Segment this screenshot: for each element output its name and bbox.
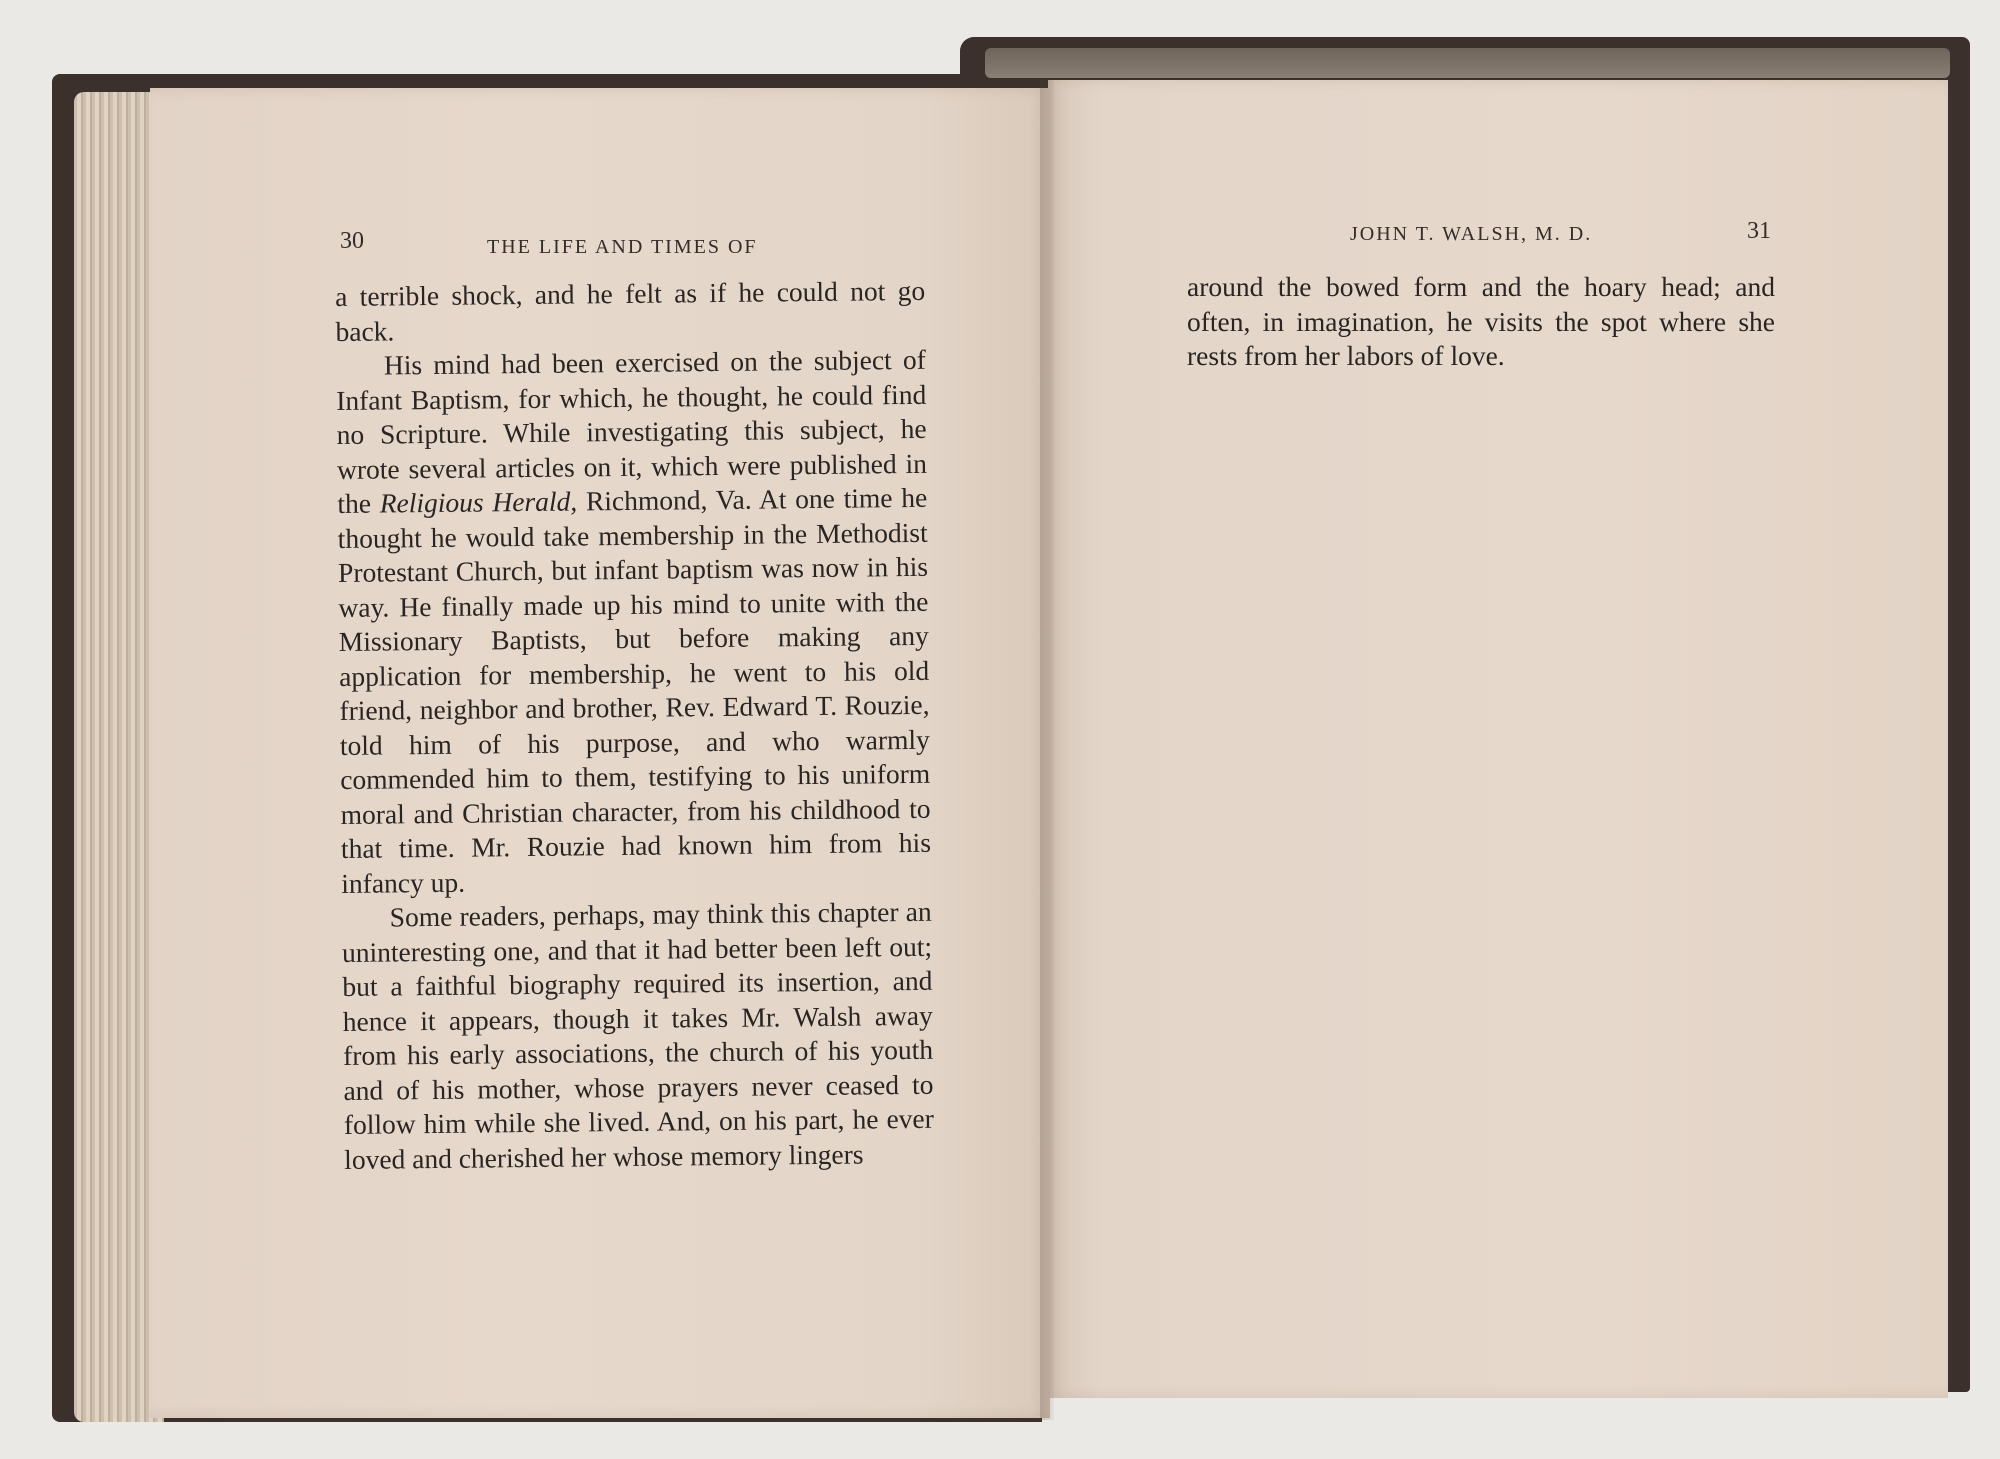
book-gutter — [1040, 80, 1054, 1420]
right-running-head: JOHN T. WALSH, M. D. — [1350, 223, 1593, 245]
left-page-number: 30 — [340, 228, 364, 254]
paragraph-3-text: Some readers, perhaps, may think this chapter an uninteresting one, and that it had better been left out; but a faithful biography required its insertion, and hence it appears, though it takes Mr. Walsh away from his early associations, the church of his youth and of his mother, whose prayers never ceased to follow him while she lived. And, on his part, he ever loved and cherished her whose memory lingers — [341, 895, 934, 1175]
page-block-top-edge — [985, 48, 1950, 78]
right-page-text — [1187, 270, 1775, 374]
paragraph-1-text: a terrible shock, and he felt as if he could not go back. — [335, 274, 926, 347]
right-paragraph: around the bowed form and the hoary head; and often, in imagination, he visits the spot where she rests from her labors of love. — [1187, 271, 1775, 371]
paragraph-2-text-end: Richmond, Va. At one time he thought he would take membership in the Methodist Protestant Church, but infant baptism was now in his way. He finally made up his mind to unite with the Missionary Baptists, but before making any application for membership, he went to his old friend, neighbor and brother, Rev. Edward T. Rouzie, told him of his purpose, and who warmly commended him to them, testifying to his uniform moral and Christian character, from his childhood to that time. Mr. Rouzie had known him from his infancy up. — [337, 481, 932, 899]
paragraph-2-text-start: His mind had been exercised on the subject of Infant Baptism, for which, he thought, he could find no Scripture. While investigating this subject, he wrote several articles on it, which were published in the — [336, 343, 928, 519]
left-running-head: THE LIFE AND TIMES OF — [487, 236, 758, 258]
left-page-text — [335, 274, 934, 1177]
paragraph-1 — [335, 274, 926, 349]
publication-title: Religious Herald, — [379, 485, 578, 519]
paragraph-2 — [336, 343, 932, 901]
paragraph-3 — [342, 895, 935, 1177]
right-page-number: 31 — [1747, 218, 1771, 244]
